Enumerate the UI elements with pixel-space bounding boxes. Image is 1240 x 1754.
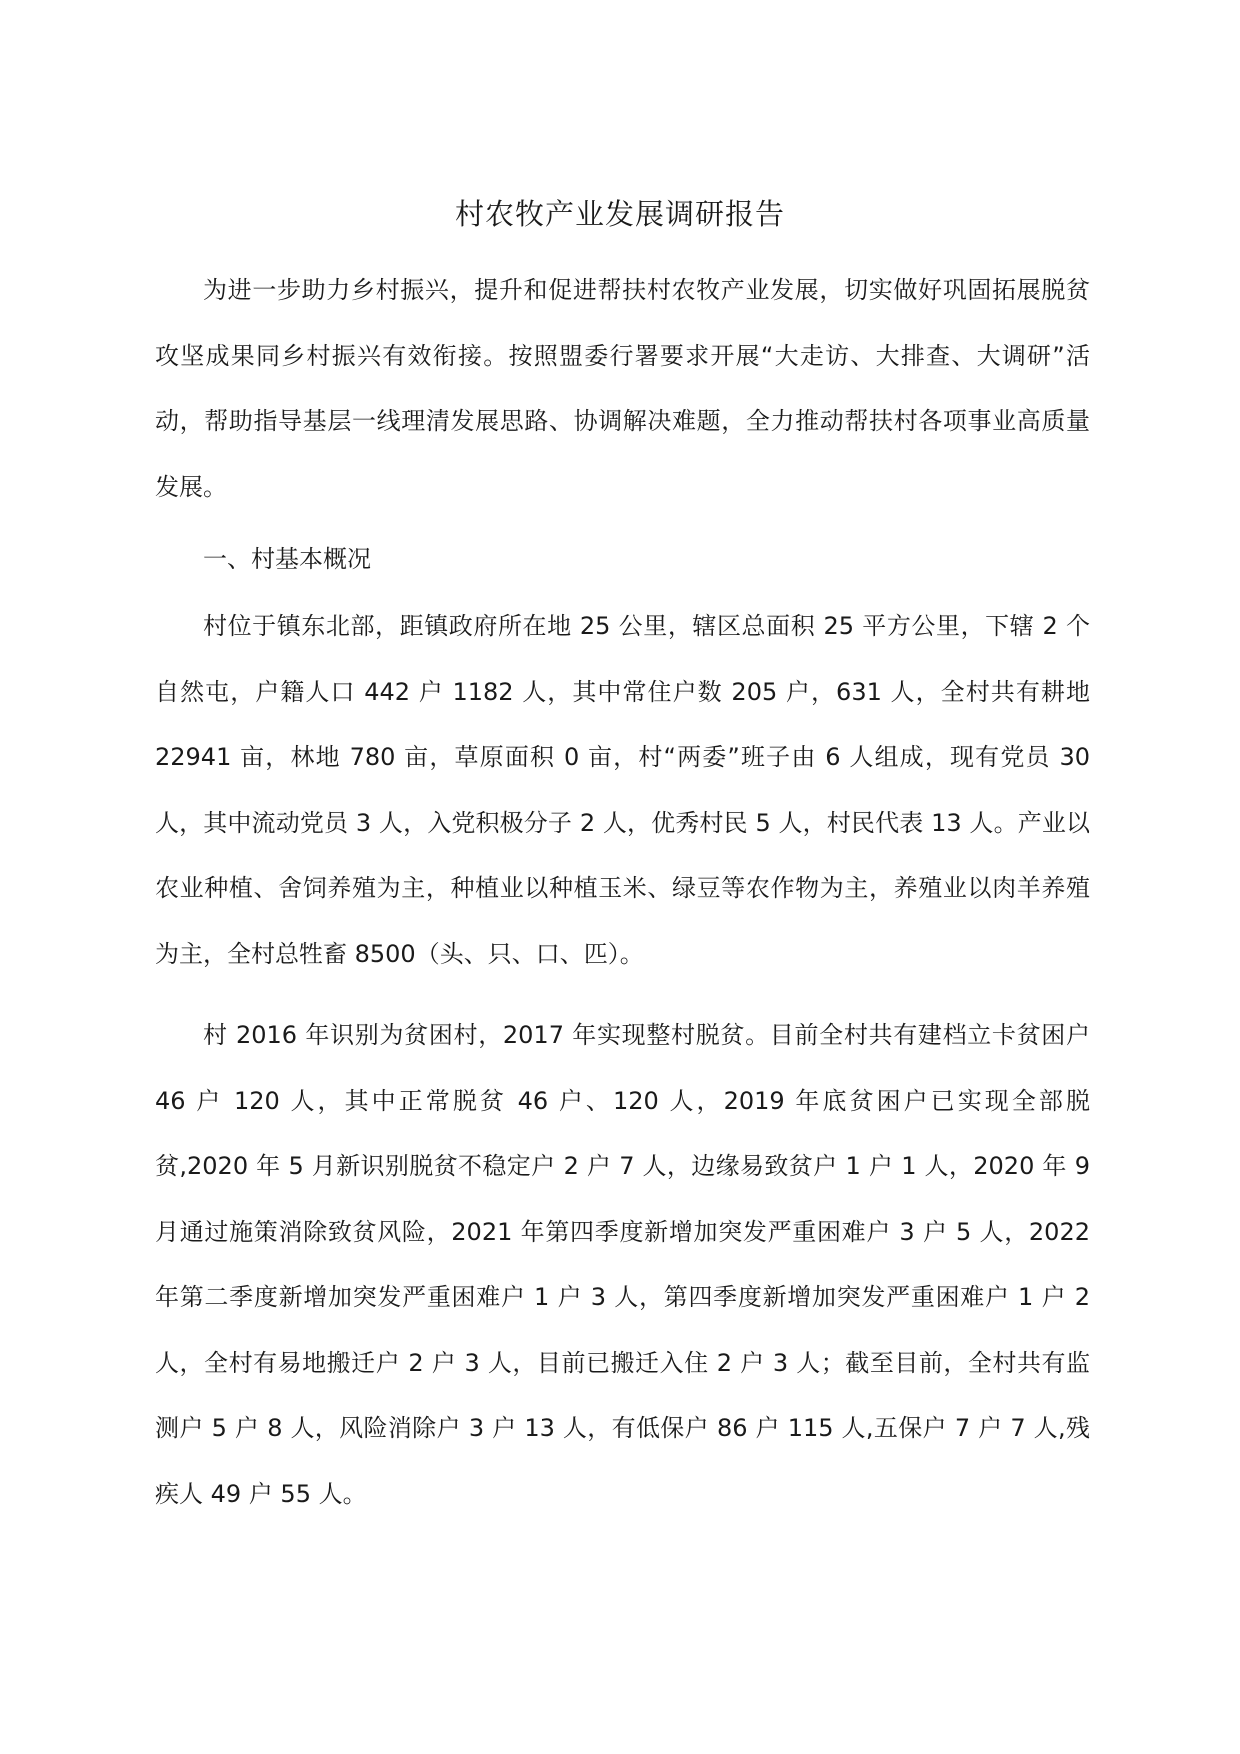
section-heading-basic-overview: 一、村基本概况 — [203, 545, 371, 573]
document-title: 村农牧产业发展调研报告 — [454, 197, 785, 231]
paragraph-intro: 为进一步助力乡村振兴，提升和促进帮扶村农牧产业发展，切实做好巩固拓展脱贫攻坚成果同乡村振兴有效衔接。按照盟委行署要求开展“大走访、大排查、大调研”活动，帮助指导基层一线理清发展思路、协调解决难题，全力推动帮扶村各项事业高质量发展。 — [155, 276, 1090, 501]
paragraph-poverty-status: 村 2016 年识别为贫困村，2017 年实现整村脱贫。目前全村共有建档立卡贫困户 46 户 120 人，其中正常脱贫 46 户、120 人，2019 年底贫困户已实现全部脱贫,2020 年 5 月新识别脱贫不稳定户 2 户 7 人，边缘易致贫户 1 户 1 人，2020 年 9 月通过施策消除致贫风险，2021 年第四季度新增加突发严重困难户 3 户 5 人，2022 年第二季度新增加突发严重困难户 1 户 3 人，第四季度新增加突发严重困难户 1 户 2 人，全村有易地搬迁户 2 户 3 人，目前已搬迁入住 2 户 3 人；截至目前，全村共有监测户 5 户 8 人，风险消除户 3 户 13 人，有低保户 86 户 115 人,五保户 7 户 7 人,残疾人 49 户 55 人。 — [155, 1021, 1090, 1508]
paragraph-village-overview: 村位于镇东北部，距镇政府所在地 25 公里，辖区总面积 25 平方公里，下辖 2 个自然屯，户籍人口 442 户 1182 人，其中常住户数 205 户，631 人，全村共有耕地 22941 亩，林地 780 亩，草原面积 0 亩，村“两委”班子由 6 人组成，现有党员 30 人，其中流动党员 3 人，入党积极分子 2 人，优秀村民 5 人，村民代表 13 人。产业以农业种植、舍饲养殖为主，种植业以种植玉米、绿豆等农作物为主，养殖业以肉羊养殖为主，全村总牲畜 8500（头、只、口、匹）。 — [155, 612, 1090, 968]
